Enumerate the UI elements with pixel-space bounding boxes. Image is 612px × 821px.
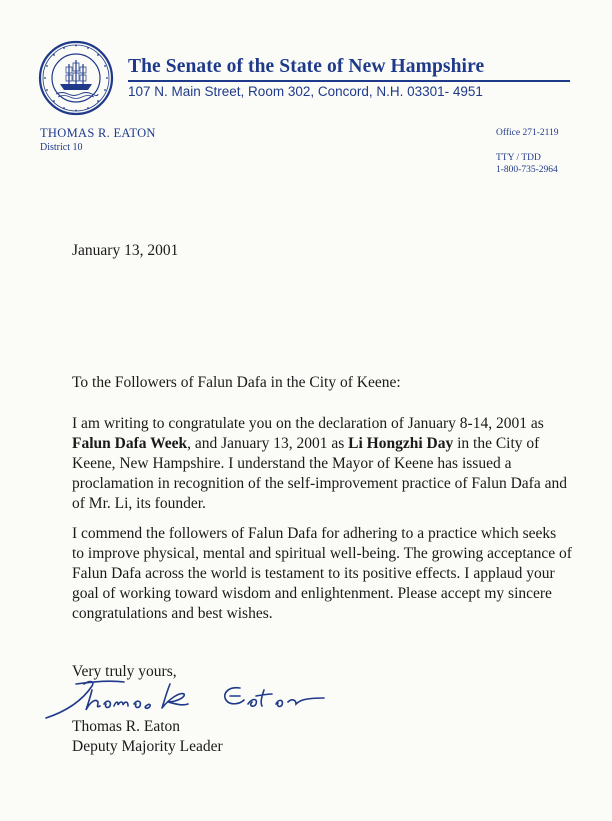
sender-name: THOMAS R. EATON (40, 126, 156, 140)
senate-address: 107 N. Main Street, Room 302, Concord, N.H. 03301- 4951 (128, 84, 483, 99)
sender-district: District 10 (40, 142, 83, 153)
office-phone: Office 271-2119 (496, 128, 559, 138)
paragraph-1-text-c: in the City of Keene, New Hampshire. I understand the Mayor of Keene has issued a proclamation in recognition of the self-improvement practice of Falun Dafa and of Mr. Li, its founder. (72, 435, 567, 512)
letter-date: January 13, 2001 (72, 242, 179, 259)
state-seal-icon (38, 40, 114, 116)
tty-number: 1-800-735-2964 (496, 165, 558, 175)
signer-name: Thomas R. Eaton (72, 718, 181, 735)
tty-label: TTY / TDD (496, 153, 541, 163)
paragraph-1-text-b: , and January 13, 2001 as (187, 435, 349, 452)
signer-title: Deputy Majority Leader (72, 738, 223, 755)
paragraph-2: I commend the followers of Falun Dafa for adhering to a practice which seeks to improve physical, mental and spiritual well-being. The growing acceptance of Falun Dafa across the world is testament to its positive effects. I applaud your goal of working toward wisdom and enlightenment. Please accept my sincere congratulations and best wishes. (72, 525, 572, 622)
senate-title: The Senate of the State of New Hampshire (128, 56, 485, 77)
paragraph-1-text-a: I am writing to congratulate you on the declaration of January 8-14, 2001 as (72, 415, 544, 432)
handwritten-signature (40, 676, 330, 722)
closing: Very truly yours, (72, 663, 177, 680)
header-rule (128, 80, 570, 82)
salutation: To the Followers of Falun Dafa in the City of Keene: (72, 374, 401, 391)
li-hongzhi-day-bold: Li Hongzhi Day (348, 435, 454, 452)
paragraph-1 (72, 414, 572, 514)
falun-dafa-week-bold: Falun Dafa Week (72, 435, 188, 452)
